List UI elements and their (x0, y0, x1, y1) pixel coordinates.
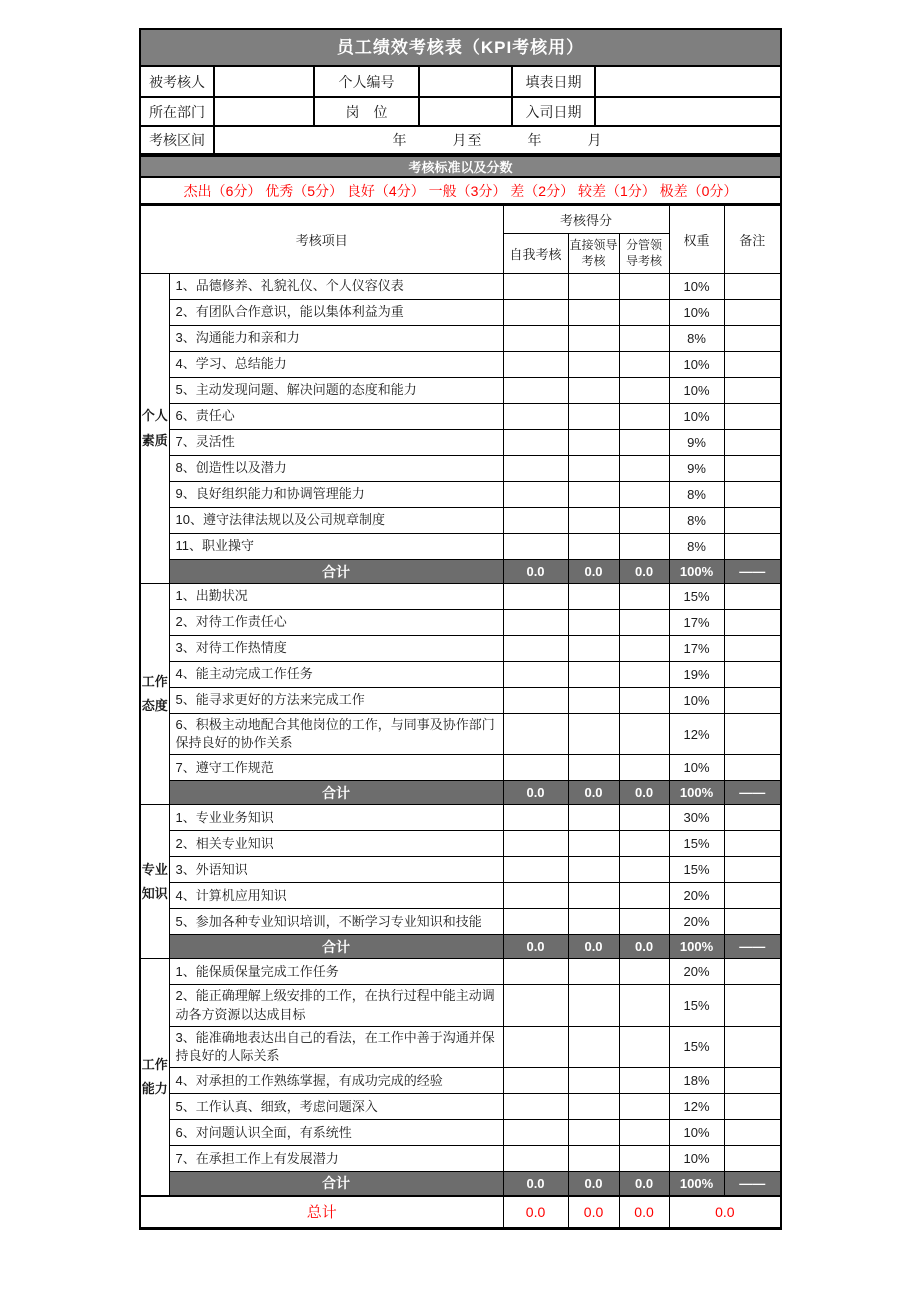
direct-score-cell[interactable] (568, 831, 619, 857)
charge-score-cell[interactable] (619, 688, 669, 714)
table-row (141, 1068, 780, 1094)
total-self-score: 0.0 (503, 1196, 568, 1228)
direct-score-cell[interactable] (568, 584, 619, 610)
grand-total-row (141, 1196, 780, 1228)
remark-cell[interactable] (724, 662, 780, 688)
self-score-cell[interactable] (503, 688, 568, 714)
weight-value: 15% (669, 985, 724, 1026)
weight-value: 10% (669, 688, 724, 714)
self-score-cell[interactable] (503, 378, 568, 404)
category-label: 工作态度 (141, 584, 169, 805)
category-label: 工作能力 (141, 959, 169, 1196)
subtotal-charge-score: 0.0 (619, 935, 669, 959)
weight-value: 8% (669, 508, 724, 534)
subtotal-self-score: 0.0 (503, 935, 568, 959)
remark-cell[interactable] (724, 508, 780, 534)
charge-score-cell[interactable] (619, 755, 669, 781)
self-score-cell[interactable] (503, 883, 568, 909)
kpi-evaluation-form (139, 28, 782, 1230)
employee-id-label: 个人编号 (314, 67, 419, 97)
remark-cell[interactable] (724, 755, 780, 781)
item-text: 1、能保质保量完成工作任务 (169, 959, 503, 985)
subtotal-self-score: 0.0 (503, 781, 568, 805)
self-score-cell[interactable] (503, 1094, 568, 1120)
table-row (141, 755, 780, 781)
self-score-cell[interactable] (503, 584, 568, 610)
direct-score-cell[interactable] (568, 378, 619, 404)
item-text: 6、对问题认识全面，有系统性 (169, 1120, 503, 1146)
subtotal-direct-score: 0.0 (568, 1172, 619, 1196)
table-row (141, 378, 780, 404)
charge-score-cell[interactable] (619, 378, 669, 404)
direct-score-cell[interactable] (568, 508, 619, 534)
position-field[interactable] (419, 97, 512, 126)
item-text: 11、职业操守 (169, 534, 503, 560)
table-row (141, 300, 780, 326)
charge-score-cell[interactable] (619, 636, 669, 662)
subtotal-self-score: 0.0 (503, 560, 568, 584)
direct-score-cell[interactable] (568, 985, 619, 1026)
charge-score-cell[interactable] (619, 909, 669, 935)
self-score-cell[interactable] (503, 831, 568, 857)
direct-score-cell[interactable] (568, 1146, 619, 1172)
standards-banner: 考核标准以及分数 (141, 155, 780, 178)
subtotal-label: 合计 (169, 560, 503, 584)
charge-score-cell[interactable] (619, 430, 669, 456)
direct-score-cell[interactable] (568, 1068, 619, 1094)
subtotal-row (141, 935, 780, 959)
subtotal-remark-dash: —— (724, 781, 780, 805)
self-score-cell[interactable] (503, 805, 568, 831)
charge-score-cell[interactable] (619, 857, 669, 883)
item-text: 10、遵守法律法规以及公司规章制度 (169, 508, 503, 534)
table-row (141, 662, 780, 688)
remark-cell[interactable] (724, 482, 780, 508)
direct-score-cell[interactable] (568, 636, 619, 662)
subtotal-weight: 100% (669, 935, 724, 959)
item-text: 7、在承担工作上有发展潜力 (169, 1146, 503, 1172)
item-text: 2、相关专业知识 (169, 831, 503, 857)
remark-cell[interactable] (724, 352, 780, 378)
remark-cell[interactable] (724, 584, 780, 610)
subtotal-row (141, 1172, 780, 1196)
subtotal-remark-dash: —— (724, 560, 780, 584)
weight-value: 10% (669, 1146, 724, 1172)
direct-score-cell[interactable] (568, 456, 619, 482)
remark-cell[interactable] (724, 326, 780, 352)
remark-cell[interactable] (724, 1120, 780, 1146)
direct-score-cell[interactable] (568, 755, 619, 781)
table-row (141, 985, 780, 1026)
item-text: 3、能准确地表达出自己的看法，在工作中善于沟通并保持良好的人际关系 (169, 1026, 503, 1067)
subtotal-direct-score: 0.0 (568, 935, 619, 959)
direct-score-cell[interactable] (568, 1026, 619, 1067)
period-field[interactable]: 年 月至 年 月 (214, 126, 780, 154)
grand-total-label: 总计 (141, 1196, 503, 1228)
remark-cell[interactable] (724, 805, 780, 831)
charge-score-cell[interactable] (619, 404, 669, 430)
fill-date-label: 填表日期 (512, 67, 595, 97)
table-row (141, 1026, 780, 1067)
self-score-cell[interactable] (503, 482, 568, 508)
self-score-cell[interactable] (503, 326, 568, 352)
subtotal-remark-dash: —— (724, 935, 780, 959)
weight-value: 30% (669, 805, 724, 831)
self-score-cell[interactable] (503, 959, 568, 985)
table-row (141, 610, 780, 636)
item-text: 3、外语知识 (169, 857, 503, 883)
item-text: 1、品德修养、礼貌礼仪、个人仪容仪表 (169, 274, 503, 300)
self-score-cell[interactable] (503, 636, 568, 662)
remark-cell[interactable] (724, 1026, 780, 1067)
remark-cell[interactable] (724, 610, 780, 636)
weight-value: 12% (669, 1094, 724, 1120)
self-score-cell[interactable] (503, 909, 568, 935)
weight-value: 20% (669, 909, 724, 935)
table-row (141, 959, 780, 985)
charge-score-cell[interactable] (619, 274, 669, 300)
table-row (141, 326, 780, 352)
remark-cell[interactable] (724, 909, 780, 935)
charge-score-cell[interactable] (619, 985, 669, 1026)
score-group-header: 考核得分 (503, 206, 669, 234)
weight-value: 9% (669, 456, 724, 482)
weight-value: 18% (669, 1068, 724, 1094)
self-score-cell[interactable] (503, 985, 568, 1026)
item-text: 1、专业业务知识 (169, 805, 503, 831)
remark-cell[interactable] (724, 959, 780, 985)
charge-score-cell[interactable] (619, 352, 669, 378)
score-scale-text: 杰出（6分） 优秀（5分） 良好（4分） 一般（3分） 差（2分） 较差（1分） 极差（0分） (141, 178, 780, 205)
item-column-header: 考核项目 (141, 206, 503, 274)
employee-id-field[interactable] (419, 67, 512, 97)
direct-score-cell[interactable] (568, 909, 619, 935)
direct-score-cell[interactable] (568, 274, 619, 300)
table-row (141, 404, 780, 430)
direct-score-cell[interactable] (568, 662, 619, 688)
subtotal-charge-score: 0.0 (619, 560, 669, 584)
subtotal-charge-score: 0.0 (619, 781, 669, 805)
remark-cell[interactable] (724, 714, 780, 755)
subtotal-direct-score: 0.0 (568, 560, 619, 584)
item-text: 5、参加各种专业知识培训，不断学习专业知识和技能 (169, 909, 503, 935)
item-text: 3、沟通能力和亲和力 (169, 326, 503, 352)
direct-score-cell[interactable] (568, 805, 619, 831)
remark-cell[interactable] (724, 985, 780, 1026)
weight-value: 15% (669, 831, 724, 857)
item-text: 8、创造性以及潜力 (169, 456, 503, 482)
direct-score-cell[interactable] (568, 430, 619, 456)
table-row (141, 909, 780, 935)
item-text: 4、学习、总结能力 (169, 352, 503, 378)
charge-leader-score-header: 分管领导考核 (619, 234, 669, 274)
table-row (141, 352, 780, 378)
total-charge-score: 0.0 (619, 1196, 669, 1228)
remark-cell[interactable] (724, 534, 780, 560)
table-row (141, 636, 780, 662)
self-score-cell[interactable] (503, 714, 568, 755)
weight-value: 15% (669, 584, 724, 610)
item-text: 7、灵活性 (169, 430, 503, 456)
remark-cell[interactable] (724, 688, 780, 714)
entry-date-label: 入司日期 (512, 97, 595, 126)
subtotal-weight: 100% (669, 1172, 724, 1196)
table-row (141, 1120, 780, 1146)
self-score-cell[interactable] (503, 755, 568, 781)
charge-score-cell[interactable] (619, 1146, 669, 1172)
table-row (141, 534, 780, 560)
entry-date-field[interactable] (595, 97, 780, 126)
weight-value: 10% (669, 755, 724, 781)
direct-score-cell[interactable] (568, 300, 619, 326)
table-row (141, 714, 780, 755)
item-text: 5、工作认真、细致，考虑问题深入 (169, 1094, 503, 1120)
self-score-cell[interactable] (503, 274, 568, 300)
table-row (141, 1094, 780, 1120)
direct-score-cell[interactable] (568, 714, 619, 755)
position-label: 岗 位 (314, 97, 419, 126)
direct-score-cell[interactable] (568, 326, 619, 352)
subtotal-self-score: 0.0 (503, 1172, 568, 1196)
table-row (141, 274, 780, 300)
charge-score-cell[interactable] (619, 662, 669, 688)
subtotal-weight: 100% (669, 781, 724, 805)
weight-value: 8% (669, 482, 724, 508)
item-text: 9、良好组织能力和协调管理能力 (169, 482, 503, 508)
remark-cell[interactable] (724, 857, 780, 883)
item-text: 4、能主动完成工作任务 (169, 662, 503, 688)
table-row (141, 584, 780, 610)
self-score-cell[interactable] (503, 1068, 568, 1094)
subtotal-remark-dash: —— (724, 1172, 780, 1196)
table-row (141, 430, 780, 456)
weight-value: 8% (669, 534, 724, 560)
weight-value: 9% (669, 430, 724, 456)
direct-score-cell[interactable] (568, 610, 619, 636)
direct-score-cell[interactable] (568, 534, 619, 560)
direct-score-cell[interactable] (568, 959, 619, 985)
table-row (141, 688, 780, 714)
remark-cell[interactable] (724, 378, 780, 404)
charge-score-cell[interactable] (619, 959, 669, 985)
weight-value: 8% (669, 326, 724, 352)
item-text: 1、出勤状况 (169, 584, 503, 610)
self-score-cell[interactable] (503, 404, 568, 430)
weight-value: 10% (669, 404, 724, 430)
remark-cell[interactable] (724, 883, 780, 909)
self-score-cell[interactable] (503, 1120, 568, 1146)
subtotal-row (141, 781, 780, 805)
remark-cell[interactable] (724, 456, 780, 482)
remark-cell[interactable] (724, 1068, 780, 1094)
remark-cell[interactable] (724, 300, 780, 326)
item-text: 5、主动发现问题、解决问题的态度和能力 (169, 378, 503, 404)
table-row (141, 883, 780, 909)
weight-value: 20% (669, 883, 724, 909)
weight-value: 12% (669, 714, 724, 755)
period-label: 考核区间 (141, 126, 214, 154)
weight-value: 10% (669, 274, 724, 300)
subtotal-label: 合计 (169, 781, 503, 805)
direct-score-cell[interactable] (568, 1094, 619, 1120)
item-text: 5、能寻求更好的方法来完成工作 (169, 688, 503, 714)
charge-score-cell[interactable] (619, 831, 669, 857)
remark-cell[interactable] (724, 636, 780, 662)
remark-cell[interactable] (724, 831, 780, 857)
direct-score-cell[interactable] (568, 482, 619, 508)
weight-column-header: 权重 (669, 206, 724, 274)
self-score-cell[interactable] (503, 857, 568, 883)
weight-value: 17% (669, 610, 724, 636)
remark-column-header: 备注 (724, 206, 780, 274)
weight-value: 20% (669, 959, 724, 985)
self-score-cell[interactable] (503, 610, 568, 636)
subtotal-label: 合计 (169, 935, 503, 959)
weight-value: 10% (669, 1120, 724, 1146)
direct-score-cell[interactable] (568, 883, 619, 909)
self-score-cell[interactable] (503, 662, 568, 688)
table-row (141, 482, 780, 508)
remark-cell[interactable] (724, 404, 780, 430)
charge-score-cell[interactable] (619, 482, 669, 508)
weight-value: 17% (669, 636, 724, 662)
category-label: 专业知识 (141, 805, 169, 959)
charge-score-cell[interactable] (619, 456, 669, 482)
charge-score-cell[interactable] (619, 1026, 669, 1067)
department-label: 所在部门 (141, 97, 214, 126)
self-score-cell[interactable] (503, 1026, 568, 1067)
direct-score-cell[interactable] (568, 688, 619, 714)
charge-score-cell[interactable] (619, 1094, 669, 1120)
weight-value: 19% (669, 662, 724, 688)
charge-score-cell[interactable] (619, 534, 669, 560)
assessee-label: 被考核人 (141, 67, 214, 97)
direct-score-cell[interactable] (568, 1120, 619, 1146)
table-row (141, 508, 780, 534)
subtotal-charge-score: 0.0 (619, 1172, 669, 1196)
self-score-cell[interactable] (503, 508, 568, 534)
assessee-field[interactable] (214, 67, 314, 97)
charge-score-cell[interactable] (619, 584, 669, 610)
item-text: 4、对承担的工作熟练掌握，有成功完成的经验 (169, 1068, 503, 1094)
charge-score-cell[interactable] (619, 714, 669, 755)
fill-date-field[interactable] (595, 67, 780, 97)
charge-score-cell[interactable] (619, 805, 669, 831)
item-text: 3、对待工作热情度 (169, 636, 503, 662)
charge-score-cell[interactable] (619, 1068, 669, 1094)
subtotal-weight: 100% (669, 560, 724, 584)
department-field[interactable] (214, 97, 314, 126)
item-text: 6、积极主动地配合其他岗位的工作，与同事及协作部门保持良好的协作关系 (169, 714, 503, 755)
self-score-cell[interactable] (503, 1146, 568, 1172)
total-combined-score: 0.0 (669, 1196, 780, 1228)
subtotal-row (141, 560, 780, 584)
item-text: 4、计算机应用知识 (169, 883, 503, 909)
table-row (141, 456, 780, 482)
weight-value: 10% (669, 352, 724, 378)
weight-value: 15% (669, 1026, 724, 1067)
table-row (141, 831, 780, 857)
item-text: 7、遵守工作规范 (169, 755, 503, 781)
direct-leader-score-header: 直接领导考核 (568, 234, 619, 274)
self-score-cell[interactable] (503, 534, 568, 560)
self-score-cell[interactable] (503, 352, 568, 378)
item-text: 6、责任心 (169, 404, 503, 430)
item-text: 2、对待工作责任心 (169, 610, 503, 636)
weight-value: 10% (669, 300, 724, 326)
table-row (141, 805, 780, 831)
self-score-cell[interactable] (503, 300, 568, 326)
item-text: 2、能正确理解上级安排的工作，在执行过程中能主动调动各方资源以达成目标 (169, 985, 503, 1026)
table-row (141, 857, 780, 883)
charge-score-cell[interactable] (619, 508, 669, 534)
employee-info-table (141, 67, 780, 155)
remark-cell[interactable] (724, 1094, 780, 1120)
charge-score-cell[interactable] (619, 1120, 669, 1146)
direct-score-cell[interactable] (568, 352, 619, 378)
weight-value: 15% (669, 857, 724, 883)
remark-cell[interactable] (724, 1146, 780, 1172)
self-score-cell[interactable] (503, 430, 568, 456)
form-title: 员工绩效考核表（KPI考核用） (141, 30, 780, 67)
subtotal-label: 合计 (169, 1172, 503, 1196)
charge-score-cell[interactable] (619, 300, 669, 326)
charge-score-cell[interactable] (619, 326, 669, 352)
remark-cell[interactable] (724, 430, 780, 456)
subtotal-direct-score: 0.0 (568, 781, 619, 805)
category-label: 个人素质 (141, 274, 169, 584)
direct-score-cell[interactable] (568, 857, 619, 883)
total-direct-score: 0.0 (568, 1196, 619, 1228)
evaluation-table (141, 205, 780, 1228)
charge-score-cell[interactable] (619, 883, 669, 909)
self-score-header: 自我考核 (503, 234, 568, 274)
charge-score-cell[interactable] (619, 610, 669, 636)
direct-score-cell[interactable] (568, 404, 619, 430)
remark-cell[interactable] (724, 274, 780, 300)
table-row (141, 1146, 780, 1172)
item-text: 2、有团队合作意识，能以集体利益为重 (169, 300, 503, 326)
self-score-cell[interactable] (503, 456, 568, 482)
weight-value: 10% (669, 378, 724, 404)
